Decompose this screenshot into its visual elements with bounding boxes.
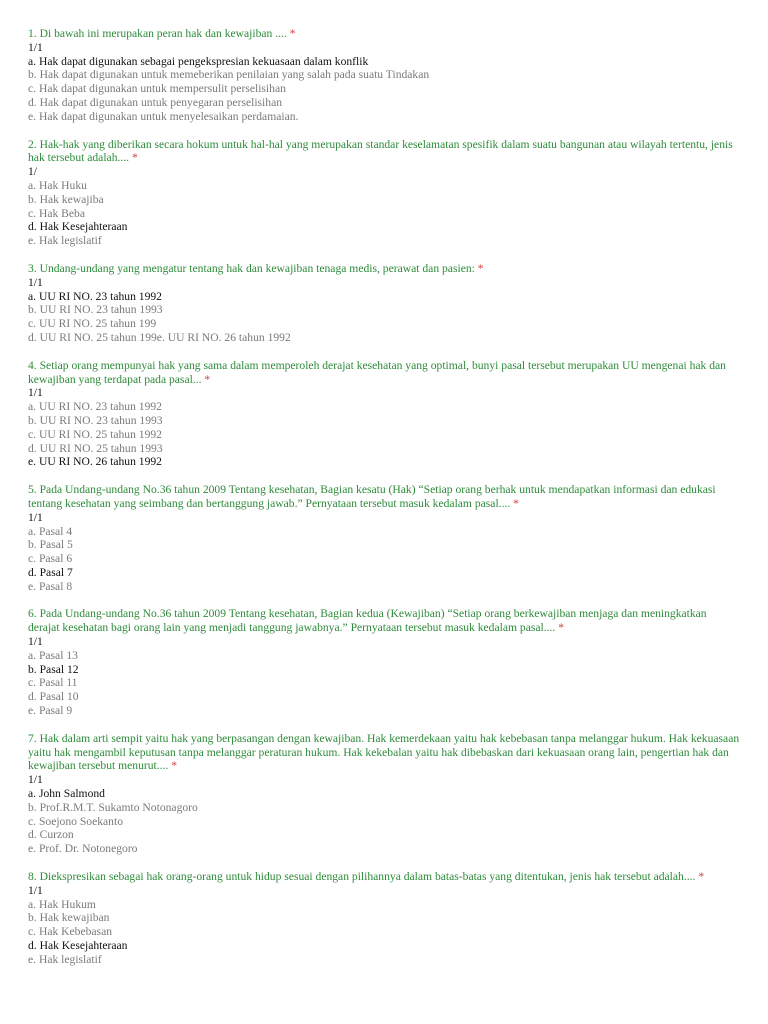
- answer-option: a. Pasal 13: [28, 648, 78, 662]
- selected-option: d. Pasal 7: [28, 565, 73, 579]
- question-label: 8. Diekspresikan sebagai hak orang-orang untuk hidup sesuai dengan pilihannya dalam batas-batas yang ditentukan, jenis hak tersebut adalah....: [28, 870, 696, 884]
- question-text: [28, 27, 740, 41]
- answer-option: e. Hak legislatif: [28, 234, 102, 248]
- answer-option: e. Hak dapat digunakan untuk menyelesaikan perdamaian.: [28, 109, 299, 123]
- answer-option: b. Pasal 5: [28, 538, 73, 552]
- question-text: [28, 359, 740, 387]
- required-asterisk: *: [513, 496, 519, 510]
- question-block: [28, 870, 740, 967]
- answer-option: d. Pasal 10: [28, 690, 79, 704]
- required-asterisk: *: [171, 759, 178, 773]
- question-label: 2. Hak-hak yang diberikan secara hokum untuk hal-hal yang merupakan standar keselamatan spesifik dalam suatu bangunan atau wilayah tertentu, jenis hak tersebut adalah....: [28, 137, 733, 165]
- answer-option: e. Hak legislatif: [28, 952, 102, 966]
- question-text: [28, 870, 740, 884]
- score: 1/1: [28, 883, 43, 897]
- answer-option: b. Prof.R.M.T. Sukamto Notonagoro: [28, 800, 198, 814]
- question-block: [28, 138, 740, 248]
- required-asterisk: *: [289, 27, 296, 40]
- required-asterisk: *: [204, 372, 211, 386]
- question-label: 6. Pada Undang-undang No.36 tahun 2009 Tentang kesehatan, Bagian kedua (Kewajiban) “Setiap orang berkewajiban menjaga dan meningkatkan derajat kesehatan bagi orang lain yang menjadi tanggung jawabnya.” Pernyataan tersebut masuk kedalam pasal....: [28, 607, 707, 635]
- answer-option: c. Hak Beba: [28, 206, 85, 220]
- answer-option: b. UU RI NO. 23 tahun 1993: [28, 303, 163, 317]
- score: 1/1: [28, 386, 43, 400]
- question-block: [28, 262, 740, 345]
- question-block: [28, 483, 740, 593]
- question-text: [28, 607, 740, 635]
- answer-option: d. Hak dapat digunakan untuk penyegaran perselisihan: [28, 95, 283, 109]
- score: 1/1: [28, 275, 43, 289]
- answer-option: e. Prof. Dr. Notonegoro: [28, 842, 138, 856]
- question-label: 3. Undang-undang yang mengatur tentang hak dan kewajiban tenaga medis, perawat dan pasien:: [28, 261, 475, 275]
- answer-option: b. Hak dapat digunakan untuk memeberikan penilaian yang salah pada suatu Tindakan: [28, 68, 430, 82]
- question-text: [28, 138, 740, 166]
- answer-option: d. UU RI NO. 25 tahun 1993: [28, 441, 163, 455]
- selected-option: d. Hak Kesejahteraan: [28, 220, 128, 234]
- selected-option: b. Pasal 12: [28, 662, 79, 676]
- selected-option: e. UU RI NO. 26 tahun 1992: [28, 455, 162, 469]
- answer-option: c. Hak dapat digunakan untuk mempersulit perselisihan: [28, 82, 286, 96]
- answer-option: a. Pasal 4: [28, 524, 73, 538]
- question-block: [28, 359, 740, 469]
- question-block: [28, 607, 740, 717]
- required-asterisk: *: [698, 870, 705, 884]
- selected-option: d. Hak Kesejahteraan: [28, 939, 128, 953]
- selected-option: a. John Salmond: [28, 787, 105, 801]
- answer-option: c. Soejono Soekanto: [28, 814, 123, 828]
- selected-option: a. UU RI NO. 23 tahun 1992: [28, 289, 162, 303]
- answer-option: c. Pasal 11: [28, 676, 78, 690]
- question-text: [28, 483, 740, 511]
- required-asterisk: *: [477, 261, 484, 275]
- required-asterisk: *: [132, 151, 138, 165]
- answer-option: a. UU RI NO. 23 tahun 1992: [28, 400, 162, 414]
- question-text: [28, 732, 740, 773]
- answer-option: d. UU RI NO. 25 tahun 199e. UU RI NO. 26 tahun 1992: [28, 330, 291, 344]
- question-block: [28, 732, 740, 856]
- question-label: 4. Setiap orang mempunyai hak yang sama dalam memperoleh derajat kesehatan yang optimal, bunyi pasal tersebut merupakan UU mengenai hak dan kewajiban yang terdapat pada pasal...: [28, 358, 726, 386]
- answer-option: e. Pasal 9: [28, 704, 73, 718]
- answer-option: b. UU RI NO. 23 tahun 1993: [28, 413, 163, 427]
- score: 1/1: [28, 40, 43, 54]
- question-text: [28, 262, 740, 276]
- answer-option: d. Curzon: [28, 828, 74, 842]
- question-label: 7. Hak dalam arti sempit yaitu hak yang berpasangan dengan kewajiban. Hak kemerdekaan yaitu hak kebebasan tanpa melanggar hukum. Hak kekuasaan yaitu hak mengambil keputusan tanpa melanggar peraturan hukum. Hak kekebalan yaitu hak dibebaskan dari kekuasaan orang lain, pengertian hak dan kewajiban tersebut menurut....: [28, 731, 740, 773]
- answer-option: c. Pasal 6: [28, 552, 73, 566]
- score: 1/1: [28, 510, 43, 524]
- selected-option: a. Hak dapat digunakan sebagai pengekspresian kekuasaan dalam konflik: [28, 54, 369, 68]
- answer-option: b. Hak kewajiban: [28, 911, 110, 925]
- answer-option: e. Pasal 8: [28, 579, 73, 593]
- question-label: 1. Di bawah ini merupakan peran hak dan kewajiban ....: [28, 27, 287, 40]
- score: 1/1: [28, 773, 43, 787]
- required-asterisk: *: [558, 621, 565, 635]
- answer-option: a. Hak Hukum: [28, 897, 96, 911]
- score: 1/: [28, 165, 38, 179]
- answer-option: c. Hak Kebebasan: [28, 925, 113, 939]
- question-label: 5. Pada Undang-undang No.36 tahun 2009 Tentang kesehatan, Bagian kesatu (Hak) “Setiap orang berhak untuk mendapatkan informasi dan edukasi tentang kesehatan yang seimbang dan bertanggung jawab.” Pernyataan tersebut masuk kedalam pasal....: [28, 483, 716, 510]
- answer-option: c. UU RI NO. 25 tahun 199: [28, 317, 157, 331]
- question-block: [28, 27, 740, 124]
- score: 1/1: [28, 635, 43, 649]
- answer-option: c. UU RI NO. 25 tahun 1992: [28, 427, 162, 441]
- answer-option: a. Hak Huku: [28, 178, 87, 192]
- answer-option: b. Hak kewajiba: [28, 192, 104, 206]
